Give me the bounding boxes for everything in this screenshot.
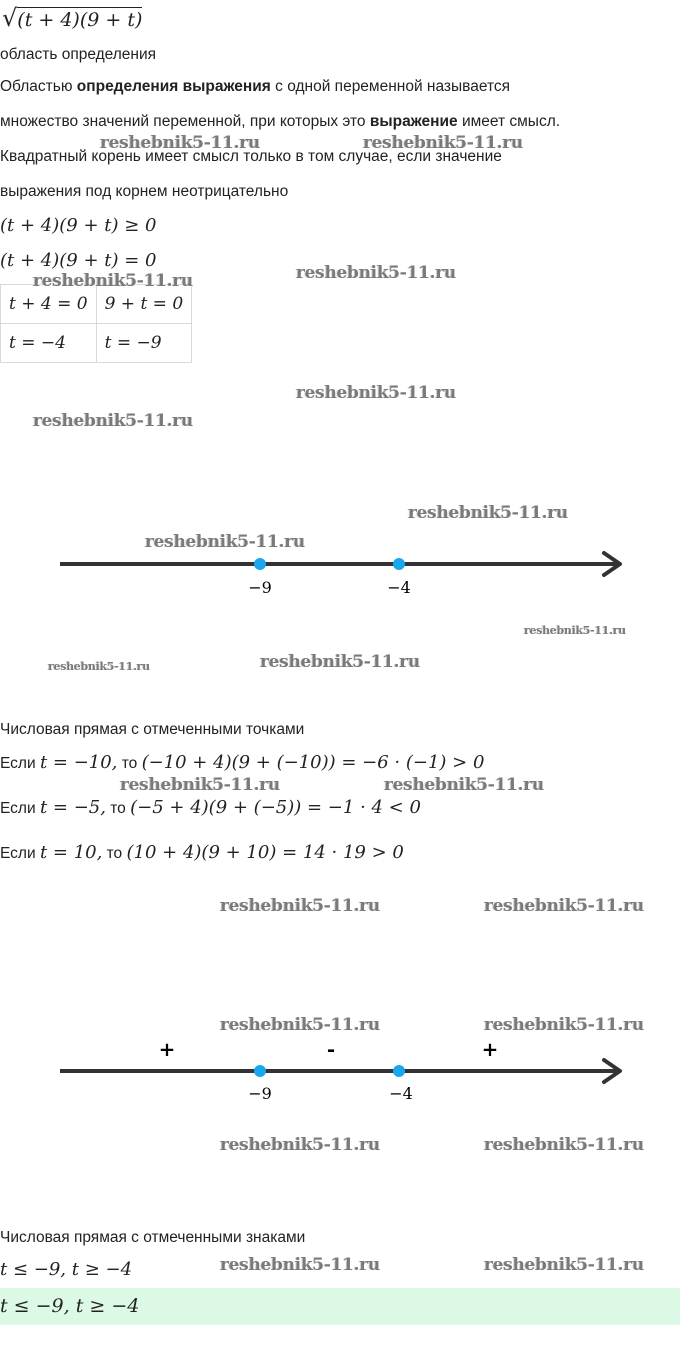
watermark: reshebnik5-11.ru [120, 775, 280, 795]
point-label: −9 [248, 578, 272, 597]
watermark: reshebnik5-11.ru [220, 1255, 380, 1275]
watermark: reshebnik5-11.ru [484, 1255, 644, 1275]
definition-line-3: Квадратный корень имеет смысл только в том случае, если значение [0, 148, 502, 165]
test-value: t = 10, [39, 842, 103, 863]
table-cell: t = −9 [96, 324, 192, 363]
watermark: reshebnik5-11.ru [145, 532, 305, 552]
watermark: reshebnik5-11.ru [384, 775, 544, 795]
test-prefix: Если [0, 755, 40, 772]
table-cell: t = −4 [1, 324, 97, 363]
watermark: reshebnik5-11.ru [296, 263, 456, 283]
sign-minus: - [326, 1037, 336, 1061]
test-prefix: Если [0, 800, 40, 817]
sign-plus: + [158, 1037, 176, 1061]
point-label: −9 [248, 1084, 272, 1103]
watermark: reshebnik5-11.ru [484, 1015, 644, 1035]
section-title: область определения [0, 46, 157, 63]
point-minus-9 [254, 558, 266, 570]
radical-sign: √ [2, 4, 18, 32]
test-to: то [117, 755, 142, 772]
watermark: reshebnik5-11.ru [408, 503, 568, 523]
caption-signs: Числовая прямая с отмеченными знаками [0, 1229, 306, 1246]
definition-line-1 [0, 77, 510, 97]
definition-line-4: выражения под корнем неотрицательно [0, 183, 289, 200]
point-minus-4 [393, 558, 405, 570]
number-line-signs [0, 1030, 680, 1110]
watermark: reshebnik5-11.ru [220, 896, 380, 916]
caption-points: Числовая прямая с отмеченными точками [0, 721, 305, 738]
inequality: (t + 4)(9 + t) ≥ 0 [0, 215, 157, 236]
test-prefix: Если [0, 845, 40, 862]
point-minus-4 [393, 1065, 405, 1077]
test-expression: (−10 + 4)(9 + (−10)) = −6 · (−1) > 0 [141, 752, 485, 773]
watermark: reshebnik5-11.ru [484, 896, 644, 916]
point-label: −4 [387, 578, 411, 597]
radicand: (t + 4)(9 + t) [17, 9, 143, 31]
roots-table [0, 284, 192, 363]
point-minus-9 [254, 1065, 266, 1077]
watermark: reshebnik5-11.ru [484, 1135, 644, 1155]
point-label: −4 [389, 1084, 413, 1103]
test-expression: (−5 + 4)(9 + (−5)) = −1 · 4 < 0 [130, 797, 421, 818]
watermark: reshebnik5-11.ru [33, 411, 193, 431]
table-cell: 9 + t = 0 [96, 285, 192, 324]
header-expression [2, 4, 142, 32]
answer: t ≤ −9, t ≥ −4 [0, 1295, 140, 1317]
watermark: reshebnik5-11.ru [48, 660, 150, 673]
test-to: то [102, 845, 127, 862]
watermark: reshebnik5-11.ru [260, 652, 420, 672]
watermark: reshebnik5-11.ru [100, 133, 260, 153]
watermark: reshebnik5-11.ru [363, 133, 523, 153]
definition-line-2 [0, 112, 560, 132]
solution: t ≤ −9, t ≥ −4 [0, 1259, 133, 1280]
sign-plus: + [481, 1037, 499, 1061]
equation: (t + 4)(9 + t) = 0 [0, 250, 157, 271]
definition-bold: выражение [369, 113, 458, 130]
watermark: reshebnik5-11.ru [220, 1135, 380, 1155]
number-line-points [0, 540, 680, 610]
definition-text: множество значений переменной, при которых это [0, 113, 370, 130]
watermark: reshebnik5-11.ru [33, 271, 193, 291]
table-row [1, 324, 192, 363]
test-row [0, 797, 421, 819]
test-row [0, 842, 404, 864]
table-cell: t + 4 = 0 [1, 285, 97, 324]
test-value: t = −5, [39, 797, 106, 818]
watermark: reshebnik5-11.ru [220, 1015, 380, 1035]
definition-text: с одной переменной называется [270, 78, 511, 95]
definition-text: имеет смысл. [457, 113, 561, 130]
watermark: reshebnik5-11.ru [524, 624, 626, 637]
test-value: t = −10, [39, 752, 118, 773]
watermark: reshebnik5-11.ru [296, 383, 456, 403]
definition-text: Областью [0, 78, 77, 95]
definition-bold: определения выражения [76, 78, 271, 95]
test-expression: (10 + 4)(9 + 10) = 14 · 19 > 0 [126, 842, 404, 863]
test-row [0, 752, 484, 774]
test-to: то [105, 800, 131, 817]
